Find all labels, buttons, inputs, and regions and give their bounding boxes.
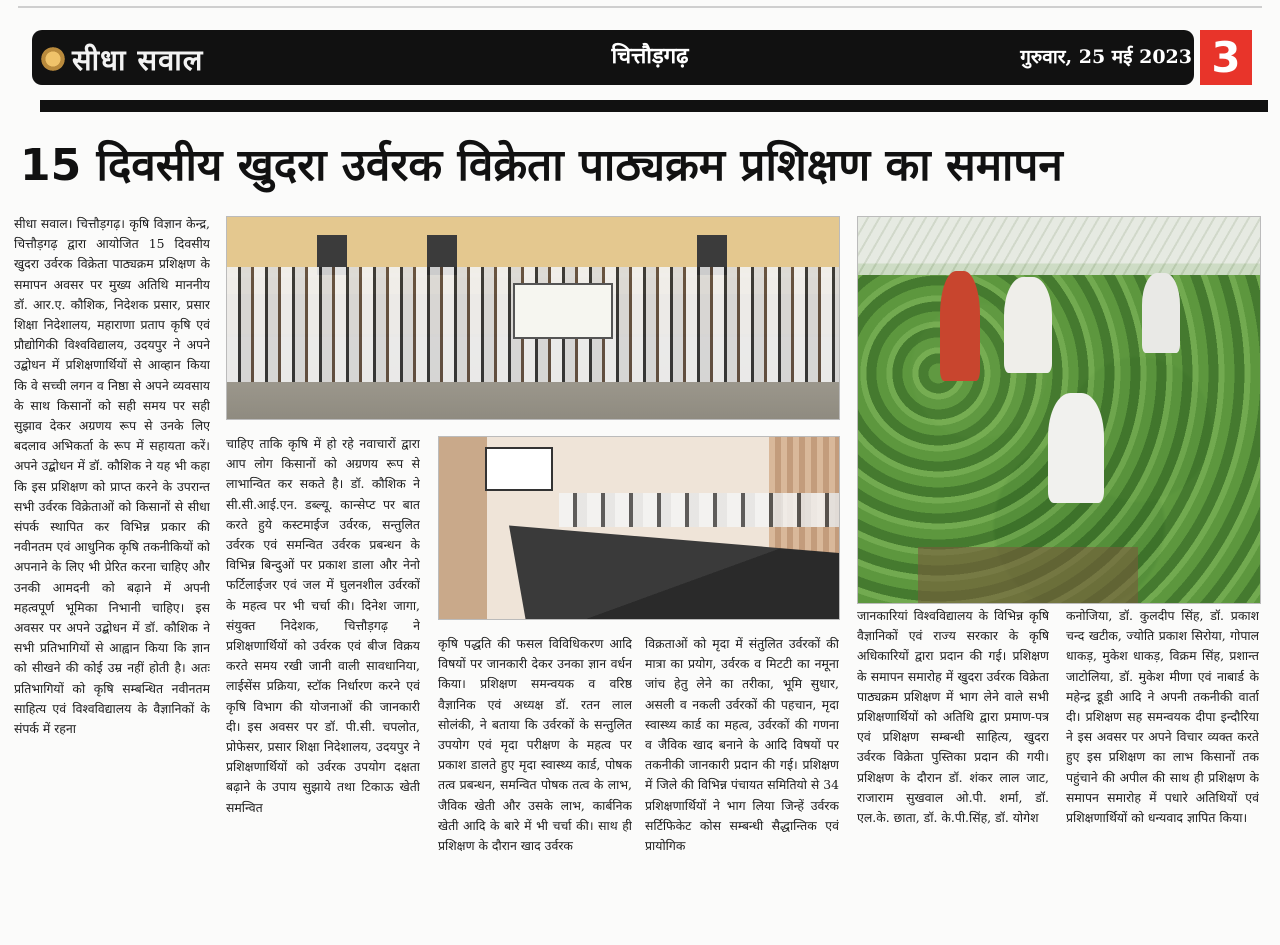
edition-date: गुरुवार, 25 मई 2023 (1020, 46, 1192, 68)
sun-emblem-icon (38, 44, 68, 74)
page-number: 3 (1200, 30, 1252, 85)
soil-patch (918, 547, 1138, 603)
article-column-3: कृषि पद्धति की फसल विविधिकरण आदि विषयों पर जानकारी देकर उनका ज्ञान वर्धन किया। प्रशिक्षण समन्वयक व वरिष्ठ वैज्ञानिक एवं अध्यक्ष डॉ. रतन लाल सोलंकी, ने बताया कि उर्वरकों के सन्तुलित उपयोग एवं मृदा परीक्षण के महत्व पर प्रकाश डालते हुए मृदा स्वास्थ्य कार्ड, पोषक तत्व प्रबन्धन, समन्वित पोषक तत्व के लाभ, जैविक खेती और उसके लाभ, कार्बनिक खेती आदि के बारे में भी चर्चा की। साथ ही प्रशिक्षण के दौरान खाद उर्वरक (438, 636, 632, 854)
visitor-man (1142, 273, 1180, 353)
group-photo (226, 216, 840, 420)
crouching-man (1048, 393, 1104, 503)
masthead-rule (40, 100, 1268, 112)
training-banner (513, 283, 613, 339)
meeting-hall-photo (438, 436, 840, 620)
farmer-woman (940, 271, 980, 381)
brand-logo (38, 38, 203, 80)
article-column-4: विक्रताओं को मृदा में संतुलित उर्वरकों की मात्रा का प्रयोग, उर्वरक व मिटटी का नमूना जांच हेतु लेने का तरीका, भूमि सुधार, असली व नकली उर्वरकों की पहचान, मृदा स्वास्थ्य कार्ड का महत्व, उर्वरकों की गणना व जैविक खाद बनाने के आदि विषयों पर तकनीकी जानकारी प्रदान की गई। प्रशिक्षण में जिले की विभिन्न पंचायत समितियो से 34 प्रशिक्षणार्थियों ने भाग लिया जिन्हें उर्वरक सर्टिफिकेट कोस सम्बन्धी सैद्धान्तिक एवं प्रायोगिक (645, 636, 839, 854)
article-column-6: कनोजिया, डॉ. कुलदीप सिंह, डॉ. प्रकाश चन्द खटीक, ज्योति प्रकाश सिरोया, गोपाल धाकड़, मुकेश धाकड़, विक्रम सिंह, प्रशान्त जाटोलिया, डॉ. मुकेश मीणा एवं नाबार्ड के महेन्द्र डूडी आदि ने अपनी तकनीकी वार्ता दी। प्रशिक्षण सह समन्वयक दीपा इन्दौरिया ने इस अवसर पर अपने विचार व्यक्त करते हुए इस प्रशिक्षण का लाभ किसानों तक पहुंचाने की अपील की साथ ही प्रशिक्षण के समापन समारोह में पधारे अतिथियों एवं प्रशिक्षणार्थियों को धन्यवाद ज्ञापित किया। (1066, 608, 1259, 826)
article-column-2: चाहिए ताकि कृषि में हो रहे नवाचारों द्वारा आप लोग किसानों को अग्रणय रूप से लाभान्वित कर सकते है। डॉ. कौशिक ने सी.सी.आई.एन. डब्ल्यू. कान्सेप्ट पर बात करते हुये कस्टमाईज उर्वरक, सन्तुलित उर्वरक एवं समन्वित उर्वरक प्रबन्धन के विभिन्न बिन्दुओं पर प्रकाश डाला और नेनो फर्टिलाईजर एवं जल में घुलनशील उर्वरकों के महत्व पर भी चर्चा की। दिनेश जागा, संयुक्त निदेशक, चित्तौड़गढ़ ने प्रशिक्षणार्थियों को उर्वरक एवं बीज विक्रय करते समय रखी जानी वाली सावधानिया, लाईसेंस प्रक्रिया, स्टॉक निर्धारण करने एवं कृषि विभाग की योजनाओं की जानकारी दी। इस अवसर पर डॉ. पी.सी. चपलोत, प्रोफेसर, प्रसार शिक्षा निदेशालय, उदयपुर ने प्रशिक्षणार्थियों को उर्वरक उपयोग दक्षता बढ़ाने के उपाय सुझाये तथा टिकाऊ खेती समन्वित (226, 436, 420, 815)
cucumber-field-photo (857, 216, 1261, 604)
article-column-5: जानकारियां विश्वविद्यालय के विभिन्न कृषि वैज्ञानिकों एवं राज्य सरकार के कृषि अधिकारियों द्वारा प्रदान की गई। प्रशिक्षण के समापन समारोह में खुदरा उर्वरक विक्रेता पाठ्यक्रम प्रशिक्षण में भाग लेने वाले सभी प्रशिक्षणार्थियों को अतिथि द्वारा प्रमाण-पत्र एवं प्रशिक्षण सम्बन्धी साहित्य, खुदरा उर्वरक विक्रेता पुस्तिका प्रदान की गयी। प्रशिक्षण के दौरान डॉ. शंकर लाल जाट, राजाराम सुखवाल ओ.पी. शर्मा, डॉ. एल.के. छाता, डॉ. के.पी.सिंह, डॉ. योगेश (857, 608, 1049, 826)
top-border (18, 6, 1262, 8)
article-headline: 15 दिवसीय खुदरा उर्वरक विक्रेता पाठ्यक्रम प्रशिक्षण का समापन (20, 140, 1063, 191)
article-column-1: सीधा सवाल। चित्तौड़गढ़। कृषि विज्ञान केन्द्र, चित्तौड़गढ़ द्वारा आयोजित 15 दिवसीय खुदरा उर्वरक विक्रेता पाठ्यक्रम प्रशिक्षण के समापन अवसर पर मुख्य अतिथि माननीय डॉ. आर.ए. कौशिक, निदेशक प्रसार, प्रसार शिक्षा निदेशालय, महाराणा प्रताप कृषि एवं प्रौद्योगिकी विश्वविद्यालय, उदयपुर ने अपने उद्बोधन में प्रशिक्षणार्थियों से आव्हान किया कि वे सच्ची लगन व निष्ठा से अपने व्यवसाय के साथ किसानों को सही समय पर सही सुझाव देकर अग्रणय रूप से उनके लिए बदलाव अभिकर्ता के रूप में सहायता करें। अपने उद्बोधन में डॉ. कौशिक ने यह भी कहा कि इस प्रशिक्षण को प्राप्त करने के उपरान्त सभी उर्वरक विक्रेताओं को किसानों से सीधा संपर्क स्थापित कर विभिन्न प्रकार की नवीनतम एवं आधुनिक कृषि तकनीकियों को अपनाने के लिए भी प्रेरित करना चाहिए और उनकी आमदनी को बढ़ाने में अपनी महत्वपूर्ण भूमिका निभानी चाहिए। इस अवसर पर अपने उद्बोधन में डॉ. कौशिक ने सभी प्रतिभागियों से आह्वान किया कि ज्ञान को सीखने की कोई उम्र नहीं होती है। अतः प्रतिभागियों को कृषि सम्बन्धित नवीनतम साहित्य एवं विश्वविद्यालय के वैज्ञानिकों के संपर्क में रहना (14, 216, 210, 737)
expert-man (1004, 277, 1052, 373)
presentation-board (485, 447, 553, 491)
seated-participants (559, 493, 839, 527)
greenhouse-net (858, 217, 1260, 275)
brand-name: सीधा सवाल (72, 42, 204, 77)
edition-city: चित्तौड़गढ़ (611, 43, 689, 69)
